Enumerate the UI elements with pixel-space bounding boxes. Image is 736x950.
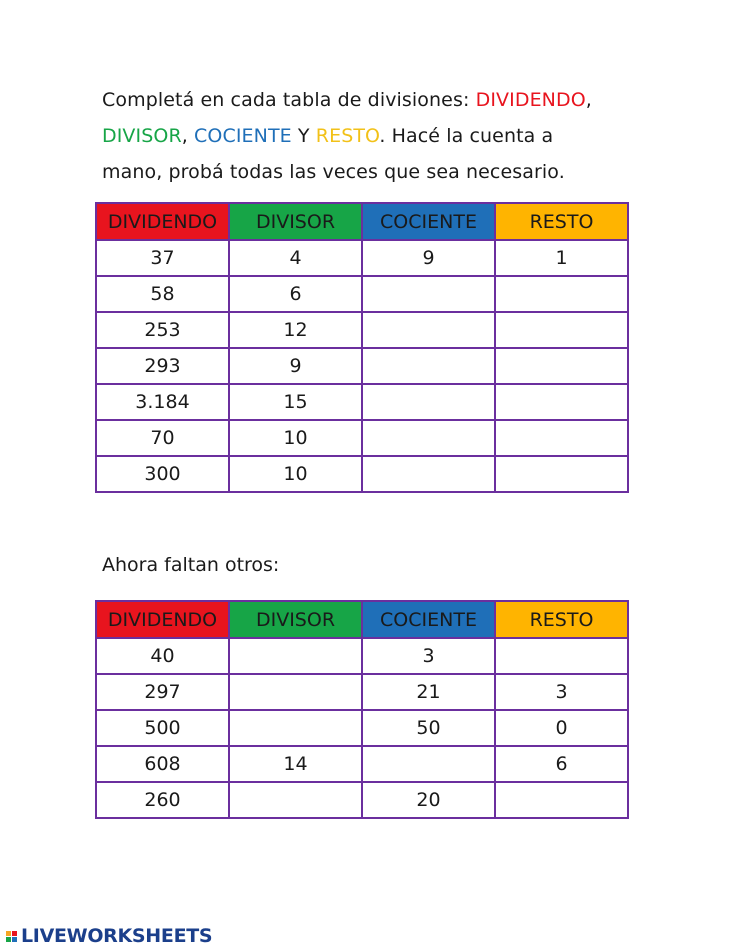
instructions-line-1 xyxy=(102,82,662,118)
divisor-input-cell[interactable] xyxy=(229,782,362,818)
comma: , xyxy=(585,89,592,111)
liveworksheets-logo-icon xyxy=(6,931,17,942)
header-divisor: DIVISOR xyxy=(229,601,362,638)
resto-cell: 3 xyxy=(495,674,628,710)
divisor-cell: 15 xyxy=(229,384,362,420)
header-dividendo: DIVIDENDO xyxy=(96,203,229,240)
resto-input-cell[interactable] xyxy=(495,456,628,492)
dividendo-cell: 58 xyxy=(96,276,229,312)
divisor-cell: 14 xyxy=(229,746,362,782)
dividendo-cell: 70 xyxy=(96,420,229,456)
table-row xyxy=(96,312,628,348)
instructions-text: Completá en cada tabla de divisiones: xyxy=(102,89,476,111)
cociente-input-cell[interactable] xyxy=(362,384,495,420)
resto-cell: 0 xyxy=(495,710,628,746)
conjunction: Y xyxy=(291,125,316,147)
resto-input-cell[interactable] xyxy=(495,312,628,348)
cociente-input-cell[interactable] xyxy=(362,420,495,456)
divisor-cell: 6 xyxy=(229,276,362,312)
divisor-input-cell[interactable] xyxy=(229,638,362,674)
cociente-cell: 21 xyxy=(362,674,495,710)
division-table-2 xyxy=(95,600,629,819)
table-row xyxy=(96,746,628,782)
resto-input-cell[interactable] xyxy=(495,420,628,456)
resto-input-cell[interactable] xyxy=(495,276,628,312)
divisor-input-cell[interactable] xyxy=(229,674,362,710)
resto-input-cell[interactable] xyxy=(495,782,628,818)
table-row xyxy=(96,456,628,492)
table-row xyxy=(96,638,628,674)
divisor-cell: 10 xyxy=(229,456,362,492)
dividendo-cell: 608 xyxy=(96,746,229,782)
dividendo-cell: 253 xyxy=(96,312,229,348)
keyword-divisor: DIVISOR xyxy=(102,125,182,147)
instructions-line-3: mano, probá todas las veces que sea necesario. xyxy=(102,161,565,183)
dividendo-cell: 300 xyxy=(96,456,229,492)
dividendo-cell: 297 xyxy=(96,674,229,710)
comma: , xyxy=(181,125,195,147)
table-row xyxy=(96,384,628,420)
table-row xyxy=(96,710,628,746)
table-row xyxy=(96,276,628,312)
resto-cell: 1 xyxy=(495,240,628,276)
instructions-text: . Hacé la cuenta a xyxy=(379,125,554,147)
resto-cell: 6 xyxy=(495,746,628,782)
dividendo-cell: 37 xyxy=(96,240,229,276)
divisor-input-cell[interactable] xyxy=(229,710,362,746)
cociente-input-cell[interactable] xyxy=(362,312,495,348)
header-divisor: DIVISOR xyxy=(229,203,362,240)
keyword-cociente: COCIENTE xyxy=(194,125,292,147)
header-resto: RESTO xyxy=(495,601,628,638)
table-row xyxy=(96,420,628,456)
cociente-input-cell[interactable] xyxy=(362,348,495,384)
instructions xyxy=(102,82,662,190)
keyword-dividendo: DIVIDENDO xyxy=(475,89,586,111)
resto-input-cell[interactable] xyxy=(495,638,628,674)
dividendo-cell: 500 xyxy=(96,710,229,746)
dividendo-cell: 40 xyxy=(96,638,229,674)
header-cociente: COCIENTE xyxy=(362,601,495,638)
cociente-cell: 20 xyxy=(362,782,495,818)
keyword-resto: RESTO xyxy=(315,125,380,147)
header-dividendo: DIVIDENDO xyxy=(96,601,229,638)
table-row xyxy=(96,348,628,384)
instructions-line-2 xyxy=(102,118,662,154)
divisor-cell: 4 xyxy=(229,240,362,276)
liveworksheets-logo xyxy=(6,925,212,947)
division-table-1 xyxy=(95,202,629,493)
divisor-cell: 9 xyxy=(229,348,362,384)
divisor-cell: 12 xyxy=(229,312,362,348)
divisor-cell: 10 xyxy=(229,420,362,456)
section-subheading: Ahora faltan otros: xyxy=(102,554,280,576)
dividendo-cell: 293 xyxy=(96,348,229,384)
cociente-input-cell[interactable] xyxy=(362,746,495,782)
table-row xyxy=(96,240,628,276)
table-row xyxy=(96,674,628,710)
table-header-row xyxy=(96,203,628,240)
dividendo-cell: 260 xyxy=(96,782,229,818)
table-header-row xyxy=(96,601,628,638)
header-resto: RESTO xyxy=(495,203,628,240)
cociente-input-cell[interactable] xyxy=(362,456,495,492)
cociente-cell: 3 xyxy=(362,638,495,674)
cociente-input-cell[interactable] xyxy=(362,276,495,312)
logo-text: LIVEWORKSHEETS xyxy=(21,925,213,947)
cociente-cell: 50 xyxy=(362,710,495,746)
resto-input-cell[interactable] xyxy=(495,384,628,420)
cociente-cell: 9 xyxy=(362,240,495,276)
dividendo-cell: 3.184 xyxy=(96,384,229,420)
header-cociente: COCIENTE xyxy=(362,203,495,240)
resto-input-cell[interactable] xyxy=(495,348,628,384)
table-row xyxy=(96,782,628,818)
